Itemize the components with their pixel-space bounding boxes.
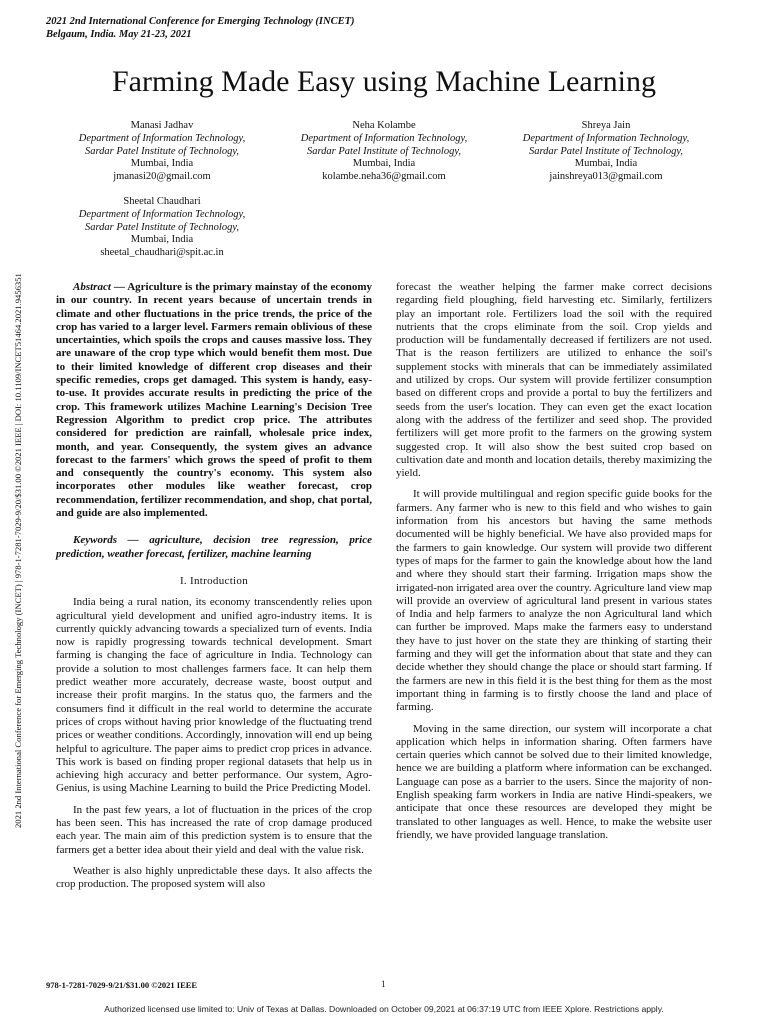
author-department: Department of Information Technology,	[300, 132, 468, 144]
author-block	[496, 120, 716, 184]
paragraph: forecast the weather helping the farmer make correct decisions regarding field ploughing, field harvesting etc. Similarly, fertilizers play an important role. Fertilizers load the soil with the required nutrients that the crops eliminate from the soil. Crop yields and production will be fundamentally decreased if fertilizers are not used. That is the reason fertilizers are utilized to enhance the soil's supplement stocks with minerals that can be immediately assimilated and utilized by crops. Our system will provide fertilizer consumption based on different crops and provide a portal to buy the fertilizers and seeds from the user's location. They can even get the exact location along with the address of the fertilizer and seed shop. The provided fertilizers will get more profit to the farmers on the growing system suggested crop. It will also show the best suited crop based on cultivation date and month and location details, thereby maximizing the yield.	[396, 281, 712, 480]
page-number: 1	[381, 979, 386, 989]
paragraph: Weather is also highly unpredictable these days. It also affects the crop production. The proposed system will also	[56, 864, 372, 891]
footer-isbn: 978-1-7281-7029-9/21/$31.00 ©2021 IEEE	[46, 980, 198, 990]
abstract-text: — Agriculture is the primary mainstay of the economy in our country. In recent years because of uncertain trends in climate and other fluctuations in the price trends, the price of the crop has varied to a larger level. Farmers remain oblivious of these uncertainties, which spoils the crops and causes massive loss. They are unaware of the crop type which would benefit them most. Due to their limited knowledge of different crop diseases and their specific remedies, crops get damaged. This system is handy, easy-to-use. It provides accurate results in predicting the price of the crop. This framework utilizes Machine Learning's Decision Tree Regression Algorithm to predict crop price. The attributes considered for prediction are rainfall, wholesale price index, month, and year. Consequently, the system gives an advance forecast to the farmers' which grows the speed of profit to them and consequently the country's economy. This system also incorporates other modules like weather forecast, crop recommendation, fertilizer recommendation, and shop, chat portal, and guide are also implemented.	[56, 281, 372, 520]
author-department: Department of Information Technology,	[78, 132, 246, 144]
author-name: Sheetal Chaudhari	[123, 196, 201, 207]
author-block	[52, 196, 272, 260]
paragraph: Moving in the same direction, our system will incorporate a chat application which helps in information sharing. Often farmers have certain queries which cannot be solved due to their limited knowledge, hence we are building a platform where information can be exchanged. Language can pose as a barrier to the users. Since the majority of non-English speaking farm workers in India are native Hindi-speakers, we anticipate that once these resources are developed they might be translated to other languages as well. Hence, to make the website user friendly, we have provided language translation.	[396, 722, 712, 841]
author-name: Neha Kolambe	[352, 120, 416, 131]
right-column	[396, 281, 712, 850]
author-city: Mumbai, India	[130, 158, 194, 170]
left-column	[56, 281, 372, 899]
section-heading-introduction: I. Introduction	[179, 574, 249, 587]
author-block	[52, 120, 272, 184]
author-institute: Sardar Patel Institute of Technology,	[528, 145, 684, 157]
paragraph: It will provide multilingual and region specific guide books for the farmers. Any farmer who is new to this field and who wishes to gain information from his ancestors but having the same methods documented will be highly beneficial. We have also provided maps for the farmers to gain knowledge. Our system will provide two different types of maps for the farmer to gain the knowledge about how the land and where they should start their farming. Irrigation maps show the irrigated-non irrigated area over the country. Agriculture land view map will provide an overview of agricultural land present in various states of India and help farmers to analyze the non Agricultural land which can further be improved. Maps make the farmers easy to understand they have to just hover on the state they are thinking of starting their farming and they will get the information about that state and they can decide whether they should change the place or should start farming. If the farmers are new in this field it is the best thing for them as the most important thing in farming is to firstly choose the land and place of farming.	[396, 488, 712, 714]
author-city: Mumbai, India	[352, 158, 416, 170]
keywords: Keywords — agriculture, decision tree regression, price prediction, weather forecast, fertilizer, machine learning	[56, 534, 372, 560]
side-citation-text: 2021 2nd International Conference for Emerging Technology (INCET) | 978-1-7281-7029-9/20/$31.00 ©2021 IEEE | DOI: 10.1109/INCET51464.2021.9456351	[13, 273, 23, 828]
author-institute: Sardar Patel Institute of Technology,	[306, 145, 462, 157]
author-institute: Sardar Patel Institute of Technology,	[84, 145, 240, 157]
license-notice: Authorized licensed use limited to: Univ of Texas at Dallas. Downloaded on October 09,2021 at 06:37:19 UTC from IEEE Xplore. Restrictions apply.	[104, 1004, 664, 1014]
author-city: Mumbai, India	[130, 234, 194, 246]
author-email[interactable]: sheetal_chaudhari@spit.ac.in	[100, 247, 224, 259]
author-department: Department of Information Technology,	[78, 208, 246, 220]
author-institute: Sardar Patel Institute of Technology,	[84, 221, 240, 233]
author-block	[274, 120, 494, 184]
conference-location: Belgaum, India. May 21-23, 2021	[46, 29, 192, 40]
author-email[interactable]: jmanasi20@gmail.com	[113, 171, 211, 183]
paragraph: India being a rural nation, its economy transcendently relies upon agricultural yield development and unified agro-industry items. It is currently quickly advancing towards a specialized turn of events. India now is rapidly progressing towards technical development. Smart farming is changing the face of agriculture in India. Technology can provide a solution to most challenges farmers face. It can help them predict weather more accurately, decrease waste, boost output and increase their profit margins. In the status quo, the farmers and the consumers find it difficult in the real world to determine the accurate prices of crops without having prior knowledge of the fluctuating trend prices or weather conditions. Accordingly, innovation will end up being helpful to agriculture. The paper aims to predict crop prices in advance. This work is based on finding proper regional datasets that help us in achieving high accuracy and better performance. Our system, Agro-Genius, is using Machine Learning to build the Price Predicting Model.	[56, 596, 372, 795]
conference-name: 2021 2nd International Conference for Emerging Technology (INCET)	[46, 16, 355, 27]
paper-title: Farming Made Easy using Machine Learning	[111, 65, 657, 98]
author-email[interactable]: kolambe.neha36@gmail.com	[322, 171, 446, 183]
conference-header	[46, 15, 355, 41]
author-name: Manasi Jadhav	[130, 120, 194, 131]
paragraph: In the past few years, a lot of fluctuation in the prices of the crop has been seen. This has increased the rate of crop damage produced each year. The main aim of this prediction system is to ensure that the farmers get a better idea about their yield and deal with the value risk.	[56, 803, 372, 856]
author-email[interactable]: jainshreya013@gmail.com	[549, 171, 663, 183]
author-city: Mumbai, India	[574, 158, 638, 170]
author-department: Department of Information Technology,	[522, 132, 690, 144]
abstract-label: Abstract	[73, 281, 111, 293]
author-name: Shreya Jain	[581, 120, 631, 131]
abstract	[56, 281, 372, 520]
side-margin-citation	[6, 198, 23, 828]
